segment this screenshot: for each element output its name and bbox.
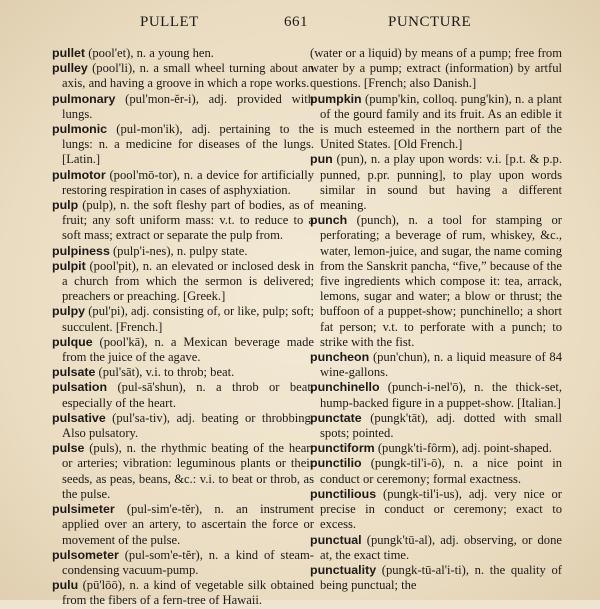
continued-entry-text: (water or a liquid) by means of a pump; free from water by a pump; extract (information) by artful questions. [French; also Danish.] xyxy=(310,46,562,91)
definition: (punch), n. a tool for stamping or perforating; a beverage of rum, whiskey, &c., water, lemon-juice, and sugar, the name coming from the Sanskrit pancha, “five,” because of the five ingredients which compose it: tea, arrack, lemons, sugar and water; a blow or thrust; the buffoon of a puppet-show; punchinello; a short fat person; v.t. to perforate with a punch; to strike with the fist. xyxy=(320,213,562,349)
headword: punctilious xyxy=(310,486,377,501)
dictionary-entry xyxy=(52,502,314,548)
dictionary-entry xyxy=(52,365,314,380)
definition: (pul-sim'e-tĕr), n. an instrument applied over an artery, to ascertain the force or movement of the pulse. xyxy=(62,502,314,547)
definition: (pool'pit), n. an elevated or inclosed desk in a church from which the sermon is delivered; preachers or preaching. [Greek.] xyxy=(62,258,314,304)
dictionary-entry xyxy=(52,198,314,244)
definition: (pool'et), n. a young hen. xyxy=(85,46,214,60)
left-guide-word: PULLET xyxy=(140,14,199,30)
definition: (pungk-til'i-us), adj. very nice or precise in conduct or ceremony; exact to excess. xyxy=(320,486,562,532)
dictionary-entry xyxy=(310,487,562,533)
headword: punch xyxy=(310,213,348,228)
page-number: 661 xyxy=(284,14,308,30)
definition: (pun), n. a play upon words: v.i. [p.t. & p.p. punned, p.pr. punning], to play upon words similar in sound but having a different meaning. xyxy=(320,152,562,213)
dictionary-entry xyxy=(52,92,314,122)
definition: (pul-sā'shun), n. a throb or beat, especially of the heart. xyxy=(62,380,314,410)
dictionary-entry xyxy=(310,380,562,410)
definition: (pul-som'e-tĕr), n. a kind of steam-condensing vacuum-pump. xyxy=(62,547,314,577)
dictionary-entry xyxy=(52,168,314,198)
headword: pulpit xyxy=(52,258,86,273)
definition: (pump'kin, colloq. pung'kin), n. a plant of the gourd family and its fruit. As an edible it is much esteemed in the northern part of the United States. [Old French.] xyxy=(320,91,562,152)
dictionary-entry xyxy=(52,46,314,61)
definition: (pulp'i-nes), n. pulpy state. xyxy=(109,243,248,258)
dictionary-entry xyxy=(52,578,314,608)
dictionary-entry xyxy=(52,122,314,168)
definition: (pul-mon'ik), adj. pertaining to the lungs: n. a medicine for diseases of the lungs. [Latin.] xyxy=(62,122,314,167)
headword: pulque xyxy=(52,334,93,349)
dictionary-entry xyxy=(310,456,562,486)
dictionary-entry xyxy=(52,244,314,259)
dictionary-entry xyxy=(310,441,562,456)
definition: (pul'pi), adj. consisting of, or like, pulp; soft; succulent. [French.] xyxy=(62,304,314,334)
dictionary-entry xyxy=(310,563,562,593)
headword: puncheon xyxy=(310,350,370,365)
headword: pullet xyxy=(52,46,86,60)
definition: (pul'sa-tiv), adj. beating or throbbing. Also pulsatory. xyxy=(62,410,314,441)
headword: pulp xyxy=(52,198,79,213)
definition: (pul'mon-ĕr-i), adj. provided with lungs. xyxy=(62,91,314,121)
headword: pulpiness xyxy=(52,243,110,258)
headword: pulmonic xyxy=(52,122,108,137)
left-column xyxy=(52,46,314,609)
headword: pulsimeter xyxy=(52,502,115,517)
headword: punctilio xyxy=(310,456,362,471)
right-column xyxy=(310,46,562,593)
headword: punctate xyxy=(310,410,362,425)
headword: punctuality xyxy=(310,562,377,577)
dictionary-entry xyxy=(52,411,314,441)
headword: pulsation xyxy=(52,380,108,395)
headword: pulmotor xyxy=(52,167,106,182)
definition: (pungk'tāt), adj. dotted with small spots; pointed. xyxy=(320,410,562,441)
dictionary-entry xyxy=(52,304,314,334)
dictionary-entry xyxy=(310,152,562,213)
definition: (pulp), n. the soft fleshy part of bodies, as of fruit; any soft uniform mass: v.t. to reduce to a soft mass; extract or separate the pulp from. xyxy=(62,198,314,243)
definition: (pū'lōō), n. a kind of vegetable silk obtained from the fibers of a fern-tree of Hawaii. xyxy=(62,578,314,608)
dictionary-entry xyxy=(52,61,314,91)
dictionary-entry xyxy=(52,380,314,410)
headword: pulse xyxy=(52,441,85,456)
dictionary-entry xyxy=(310,411,562,441)
dictionary-entry xyxy=(52,441,314,502)
dictionary-entry xyxy=(310,213,562,350)
dictionary-entry xyxy=(310,350,562,380)
definition: (punch-i-nel'ō), n. the thick-set, hump-backed figure in a puppet-show. [Italian.] xyxy=(320,380,562,410)
definition: (pool'li), n. a small wheel turning about an axis, and having a groove in which a rope works. xyxy=(62,61,314,91)
headword: punchinello xyxy=(310,380,380,395)
definition: (pool'kā), n. a Mexican beverage made from the juice of the agave. xyxy=(62,334,314,365)
definition: (pool'mō-tor), n. a device for artificially restoring respiration in cases of asphyxiation. xyxy=(62,167,314,197)
definition: (pun'chun), n. a liquid measure of 84 wine-gallons. xyxy=(320,350,562,380)
dictionary-entry xyxy=(52,259,314,305)
headword: pulu xyxy=(52,578,79,593)
headword: pun xyxy=(310,152,333,167)
definition: (pungk'tū-al), adj. observing, or done at, the exact time. xyxy=(320,532,562,562)
headword: pulsative xyxy=(52,410,106,425)
headword: pulpy xyxy=(52,304,86,319)
headword: pulsometer xyxy=(52,547,119,562)
definition: (pungk-tū-al'i-ti), n. the quality of being punctual; the xyxy=(320,562,562,593)
definition: (pungk-til'i-ō), n. a nice point in conduct or ceremony; formal exactness. xyxy=(320,456,562,486)
headword: pulmonary xyxy=(52,91,116,106)
headword: punctual xyxy=(310,532,362,547)
dictionary-entry xyxy=(52,335,314,365)
dictionary-entry xyxy=(52,548,314,578)
page-header xyxy=(0,14,600,38)
right-guide-word: PUNCTURE xyxy=(388,14,472,30)
dictionary-entry xyxy=(310,92,562,153)
dictionary-entry xyxy=(310,533,562,563)
headword: pulley xyxy=(52,61,88,76)
headword: punctiform xyxy=(310,441,375,456)
headword: pulsate xyxy=(52,365,96,380)
definition: (puls), n. the rhythmic beating of the heart or arteries; vibration: leguminous plants or their seeds, as peas, beans, &c.: v.i. to beat or throb, as the pulse. xyxy=(62,441,314,501)
definition: (pungk'ti-fôrm), adj. point-shaped. xyxy=(374,441,552,456)
headword: pumpkin xyxy=(310,91,362,106)
definition: (pul'sāt), v.i. to throb; beat. xyxy=(95,365,235,380)
